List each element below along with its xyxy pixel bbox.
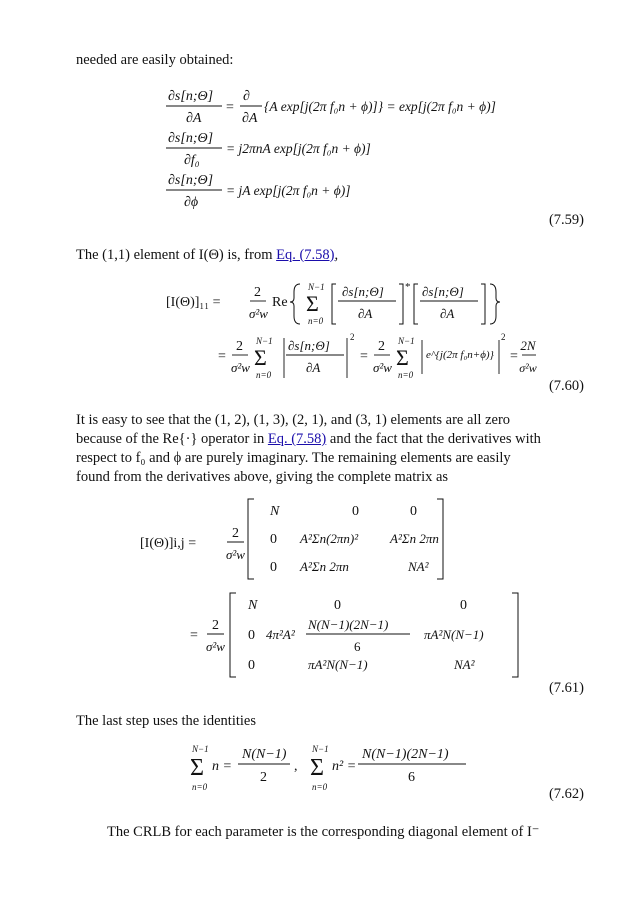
svg-text:2: 2 [260, 770, 267, 785]
svg-text:N−1: N−1 [398, 336, 415, 346]
svg-text:πA²N(N−1): πA²N(N−1) [424, 627, 484, 642]
svg-text:Re: Re [272, 295, 288, 310]
svg-text:2: 2 [236, 339, 243, 354]
equation-7-60 [166, 278, 536, 384]
svg-text:=: = [510, 349, 518, 364]
svg-text:N−1: N−1 [308, 282, 325, 292]
svg-text:σ²w: σ²w [206, 639, 225, 654]
eq759-row3-den: ∂ϕ [184, 195, 199, 210]
equation-number-7-60: (7.60) [548, 378, 584, 394]
svg-text:∂s[n;Θ]: ∂s[n;Θ] [342, 284, 384, 299]
svg-text:A²Σn 2πn: A²Σn 2πn [390, 531, 439, 546]
svg-text:Σ: Σ [310, 755, 324, 781]
svg-text:N−1: N−1 [192, 744, 209, 754]
svg-text:σ²w: σ²w [519, 361, 537, 375]
svg-text:N−1: N−1 [312, 744, 329, 754]
svg-text:N−1: N−1 [256, 336, 273, 346]
svg-text:∂A: ∂A [440, 306, 455, 321]
link-eq-7-58-b[interactable]: Eq. (7.58) [267, 431, 327, 447]
svg-text:N: N [270, 504, 280, 519]
text-line-crlb: The CRLB for each parameter is the corresponding diagonal element of I⁻ [107, 824, 540, 840]
svg-text:2: 2 [378, 339, 385, 354]
eq759-row1-den: ∂A [186, 111, 202, 126]
eq760-lhs: [I(Θ)]₁₁ = [166, 295, 221, 310]
svg-text:0: 0 [270, 560, 277, 575]
svg-text:=: = [226, 100, 234, 115]
svg-text:N(N−1)(2N−1): N(N−1)(2N−1) [362, 747, 449, 762]
svg-text:=: = [190, 628, 198, 643]
svg-text:A²Σn(2πn)²: A²Σn(2πn)² [300, 531, 359, 546]
eq759-row2-den: ∂f₀ [184, 153, 200, 168]
svg-text:σ²w: σ²w [231, 360, 250, 375]
eq759-row1-rhs: {A exp[j(2π f₀n + ϕ)]} = exp[j(2π f₀n + ϕ)] [264, 99, 496, 114]
svg-text:0: 0 [460, 598, 467, 613]
svg-text:n=0: n=0 [192, 782, 208, 792]
text-para-easy-4: found from the derivatives above, giving the complete matrix as [76, 469, 449, 485]
text-line-element-11: The (1,1) element of I(Θ) is, from Eq. (7.58), [76, 247, 339, 263]
svg-text:n=0: n=0 [398, 370, 414, 380]
svg-text:6: 6 [354, 639, 361, 654]
svg-text:A²Σn 2πn: A²Σn 2πn [300, 559, 349, 574]
svg-text:2: 2 [232, 526, 239, 541]
svg-text:∂s[n;Θ]: ∂s[n;Θ] [422, 284, 464, 299]
svg-text:0: 0 [352, 504, 359, 519]
svg-text:N(N−1): N(N−1) [242, 747, 287, 762]
svg-text:n=0: n=0 [256, 370, 272, 380]
svg-text:*: * [405, 281, 411, 293]
eq761-lhs: [I(Θ)]i,j = [140, 536, 197, 551]
text-para-easy-3: respect to f₀ and ϕ are purely imaginary. The remaining elements are easily [76, 450, 511, 466]
svg-text:=: = [360, 349, 368, 364]
svg-text:Σ: Σ [396, 345, 409, 370]
svg-text:6: 6 [408, 770, 415, 785]
eq759-row1-mid-num: ∂ [243, 89, 250, 104]
svg-text:NA²: NA² [454, 657, 475, 672]
svg-text:σ²w: σ²w [373, 360, 392, 375]
link-eq-7-58-a[interactable]: Eq. (7.58) [276, 247, 335, 263]
svg-text:N: N [248, 598, 258, 613]
text-para-easy-1: It is easy to see that the (1, 2), (1, 3), (2, 1), and (3, 1) elements are all zero [76, 412, 511, 428]
svg-text:,: , [294, 759, 298, 774]
eq759-row1-mid-den: ∂A [242, 111, 258, 126]
text-line-last-step: The last step uses the identities [76, 713, 257, 729]
equation-7-61 [140, 497, 530, 687]
svg-text:0: 0 [248, 628, 255, 643]
svg-text:2: 2 [212, 618, 219, 633]
svg-text:2: 2 [501, 332, 506, 342]
svg-text:Σ: Σ [190, 755, 204, 781]
svg-text:0: 0 [248, 658, 255, 673]
svg-text:0: 0 [270, 532, 277, 547]
equation-7-62 [190, 742, 480, 792]
svg-text:2N: 2N [520, 338, 536, 353]
svg-text:∂A: ∂A [358, 306, 373, 321]
svg-text:NA²: NA² [408, 559, 429, 574]
svg-text:2: 2 [350, 332, 355, 342]
svg-text:e^{j(2π f₀n+ϕ)}: e^{j(2π f₀n+ϕ)} [426, 349, 494, 361]
svg-text:0: 0 [410, 504, 417, 519]
svg-text:2: 2 [254, 285, 261, 300]
svg-text:N(N−1)(2N−1): N(N−1)(2N−1) [308, 617, 389, 632]
svg-text:=: = [218, 349, 226, 364]
text-line-needed: needed are easily obtained: [76, 52, 234, 68]
eq759-row3-rhs: = jA exp[j(2π f₀n + ϕ)] [226, 183, 351, 198]
eq759-row1-num: ∂s[n;Θ] [168, 89, 214, 104]
svg-text:∂A: ∂A [306, 360, 321, 375]
svg-text:n=0: n=0 [308, 316, 324, 326]
equation-number-7-59: (7.59) [548, 212, 584, 228]
svg-text:n =: n = [212, 759, 232, 774]
svg-text:∂s[n;Θ]: ∂s[n;Θ] [288, 338, 330, 353]
eq759-row2-num: ∂s[n;Θ] [168, 131, 214, 146]
text-para-easy-2: because of the Re{·} operator in Eq. (7.58) and the fact that the derivatives with [76, 431, 541, 447]
equation-number-7-61: (7.61) [548, 680, 584, 696]
svg-text:Σ: Σ [306, 291, 319, 316]
eq759-row3-num: ∂s[n;Θ] [168, 173, 214, 188]
svg-text:n=0: n=0 [312, 782, 328, 792]
svg-text:σ²w: σ²w [249, 306, 268, 321]
svg-text:0: 0 [334, 598, 341, 613]
svg-text:Σ: Σ [254, 345, 267, 370]
svg-text:4π²A²: 4π²A² [266, 627, 295, 642]
eq759-row2-rhs: = j2πnA exp[j(2π f₀n + ϕ)] [226, 141, 371, 156]
svg-text:n² =: n² = [332, 759, 357, 774]
equation-7-59 [164, 84, 544, 214]
equation-number-7-62: (7.62) [548, 786, 584, 802]
svg-text:πA²N(N−1): πA²N(N−1) [308, 657, 368, 672]
svg-text:σ²w: σ²w [226, 547, 245, 562]
